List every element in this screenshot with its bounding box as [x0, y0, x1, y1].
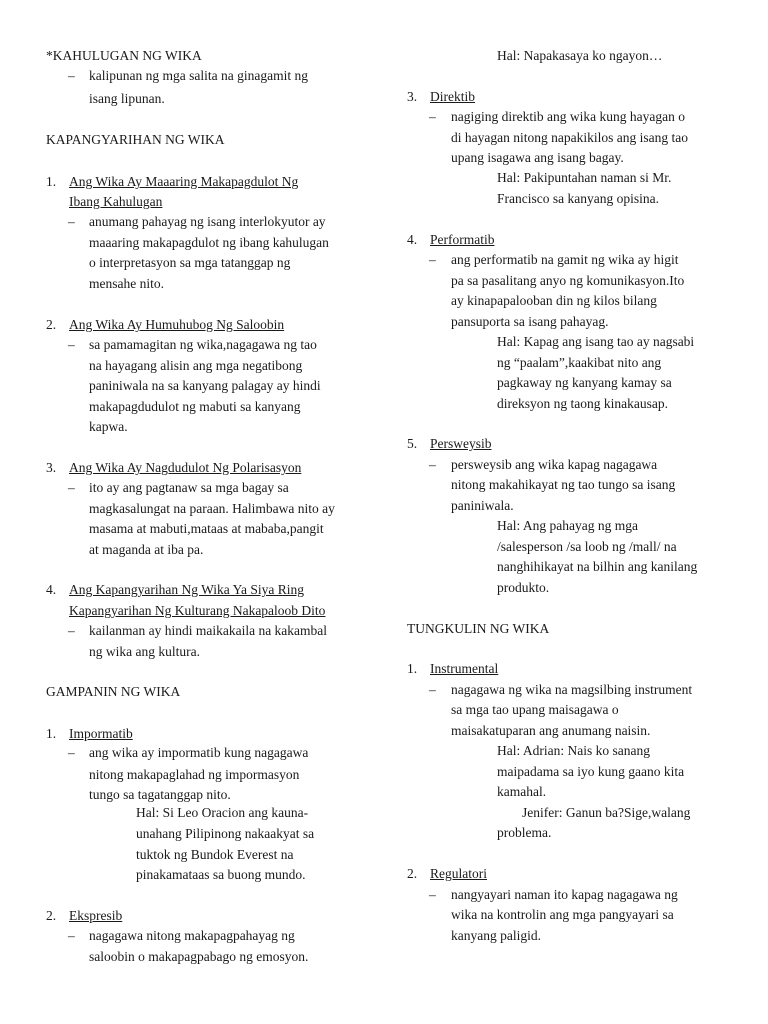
text-line: isang lipunan.	[89, 91, 165, 106]
dash: –	[68, 480, 75, 495]
dash: –	[68, 745, 75, 760]
text-line: pansuporta sa isang pahayag.	[451, 314, 609, 329]
item-number: 3.	[46, 460, 57, 475]
text-line: anumang pahayag ng isang interlokyutor ay	[89, 214, 326, 229]
text-line: maaaring makapagdulot ng ibang kahulugan	[89, 235, 329, 250]
item-heading: Instrumental	[430, 661, 499, 676]
example-line: tuktok ng Bundok Everest na	[136, 847, 294, 862]
example-line: Hal: Si Leo Oracion ang kauna-	[136, 805, 309, 820]
example-line: unahang Pilipinong nakaakyat sa	[136, 826, 315, 841]
dash: –	[68, 68, 75, 83]
dash: –	[429, 109, 436, 124]
item-heading: Ibang Kahulugan	[69, 194, 163, 209]
item-heading: Regulatori	[430, 866, 487, 881]
heading-gampanin: GAMPANIN NG WIKA	[46, 684, 181, 699]
text-line: magkasalungat na paraan. Halimbawa nito ay	[89, 501, 335, 516]
text-line: ito ay ang pagtanaw sa mga bagay sa	[89, 480, 289, 495]
heading-kapangyarihan: KAPANGYARIHAN NG WIKA	[46, 132, 225, 147]
example-line: nanghihikayat na bilhin ang kanilang	[497, 559, 698, 574]
text-line: saloobin o makapagpabago ng emosyon.	[89, 949, 309, 964]
example-line: Hal: Kapag ang isang tao ay nagsabi	[497, 334, 695, 349]
dash: –	[68, 214, 75, 229]
item-heading: Kapangyarihan Ng Kulturang Nakapaloob Dito	[69, 603, 326, 618]
text-line: sa mga tao upang maisagawa o	[451, 702, 619, 717]
example-line: /salesperson /sa loob ng /mall/ na	[497, 539, 677, 554]
example-line: Hal: Adrian: Nais ko sanang	[497, 743, 650, 758]
text-line: ang performatib na gamit ng wika ay higit	[451, 252, 679, 267]
item-number: 1.	[407, 661, 418, 676]
text-line: pa sa pasalitang anyo ng komunikasyon.Ito	[451, 273, 685, 288]
dash: –	[68, 928, 75, 943]
example-line: pinakamataas sa buong mundo.	[136, 867, 306, 882]
text-line: mensahe nito.	[89, 276, 164, 291]
item-number: 1.	[46, 726, 57, 741]
example-line: maipadama sa iyo kung gaano kita	[497, 764, 685, 779]
text-line: kanyang paligid.	[451, 928, 541, 943]
item-number: 4.	[46, 582, 57, 597]
example-line: Hal: Pakipuntahan naman si Mr.	[497, 170, 672, 185]
text-line: paniniwala na sa kanyang palagay ay hindi	[89, 378, 321, 393]
item-heading: Ekspresib	[69, 908, 123, 923]
item-heading: Ang Kapangyarihan Ng Wika Ya Siya Ring	[69, 582, 305, 597]
item-heading: Persweysib	[430, 436, 492, 451]
heading-tungkulin: TUNGKULIN NG WIKA	[407, 621, 550, 636]
text-line: nagagawa nitong makapagpahayag ng	[89, 928, 295, 943]
text-line: di hayagan nitong napakikilos ang isang tao	[451, 130, 688, 145]
text-line: makapagdudulot ng mabuti sa kanyang	[89, 399, 301, 414]
text-line: ay kinapapalooban din ng kilos bilang	[451, 293, 657, 308]
text-line: nangyayari naman ito kapag nagagawa ng	[451, 887, 678, 902]
text-line: o interpretasyon sa mga tatanggap ng	[89, 255, 291, 270]
example-line: problema.	[497, 825, 552, 840]
text-line: ang wika ay impormatib kung nagagawa	[89, 745, 309, 760]
dash: –	[68, 623, 75, 638]
dash: –	[68, 337, 75, 352]
example-line: pagkaway ng kanyang kamay sa	[497, 375, 672, 390]
item-number: 2.	[46, 317, 57, 332]
item-number: 2.	[46, 908, 57, 923]
text-line: na hayagang alisin ang mga negatibong	[89, 358, 303, 373]
text-line: tungo sa tagatanggap nito.	[89, 787, 231, 802]
example-line: Hal: Ang pahayag ng mga	[497, 518, 638, 533]
text-line: kailanman ay hindi maikakaila na kakambal	[89, 623, 328, 638]
text-line: at maganda at iba pa.	[89, 542, 204, 557]
item-heading: Ang Wika Ay Nagdudulot Ng Polarisasyon	[69, 460, 302, 475]
item-number: 5.	[407, 436, 418, 451]
example-line: ng “paalam”,kaakibat nito ang	[497, 355, 662, 370]
item-heading: Direktib	[430, 89, 475, 104]
item-number: 2.	[407, 866, 418, 881]
text-line: nagiging direktib ang wika kung hayagan o	[451, 109, 685, 124]
text-line: kapwa.	[89, 419, 128, 434]
example-line: Hal: Napakasaya ko ngayon…	[497, 48, 663, 63]
dash: –	[429, 457, 436, 472]
example-line: Jenifer: Ganun ba?Sige,walang	[522, 805, 691, 820]
text-line: maisakatuparan ang anumang naisin.	[451, 723, 651, 738]
item-number: 3.	[407, 89, 418, 104]
item-heading: Ang Wika Ay Humuhubog Ng Saloobin	[69, 317, 285, 332]
text-line: wika na kontrolin ang mga pangyayari sa	[451, 907, 674, 922]
item-heading: Ang Wika Ay Maaaring Makapagdulot Ng	[69, 174, 299, 189]
text-line: kalipunan ng mga salita na ginagamit ng	[89, 68, 308, 83]
text-line: masama at mabuti,mataas at mababa,pangit	[89, 521, 324, 536]
item-number: 1.	[46, 174, 57, 189]
text-line: upang isagawa ang isang bagay.	[451, 150, 624, 165]
item-heading: Performatib	[430, 232, 495, 247]
text-line: nagagawa ng wika na magsilbing instrument	[451, 682, 693, 697]
dash: –	[429, 252, 436, 267]
dash: –	[429, 682, 436, 697]
text-line: ng wika ang kultura.	[89, 644, 200, 659]
text-line: sa pamamagitan ng wika,nagagawa ng tao	[89, 337, 317, 352]
text-line: nitong makahikayat ng tao tungo sa isang	[451, 477, 676, 492]
text-line: nitong makapaglahad ng impormasyon	[89, 767, 300, 782]
item-heading: Impormatib	[69, 726, 133, 741]
heading-kahulugan: *KAHULUGAN NG WIKA	[46, 48, 202, 63]
example-line: produkto.	[497, 580, 550, 595]
example-line: Francisco sa kanyang opisina.	[497, 191, 659, 206]
example-line: kamahal.	[497, 784, 547, 799]
example-line: direksyon ng taong kinakausap.	[497, 396, 668, 411]
text-line: persweysib ang wika kapag nagagawa	[451, 457, 658, 472]
text-line: paniniwala.	[451, 498, 514, 513]
dash: –	[429, 887, 436, 902]
item-number: 4.	[407, 232, 418, 247]
